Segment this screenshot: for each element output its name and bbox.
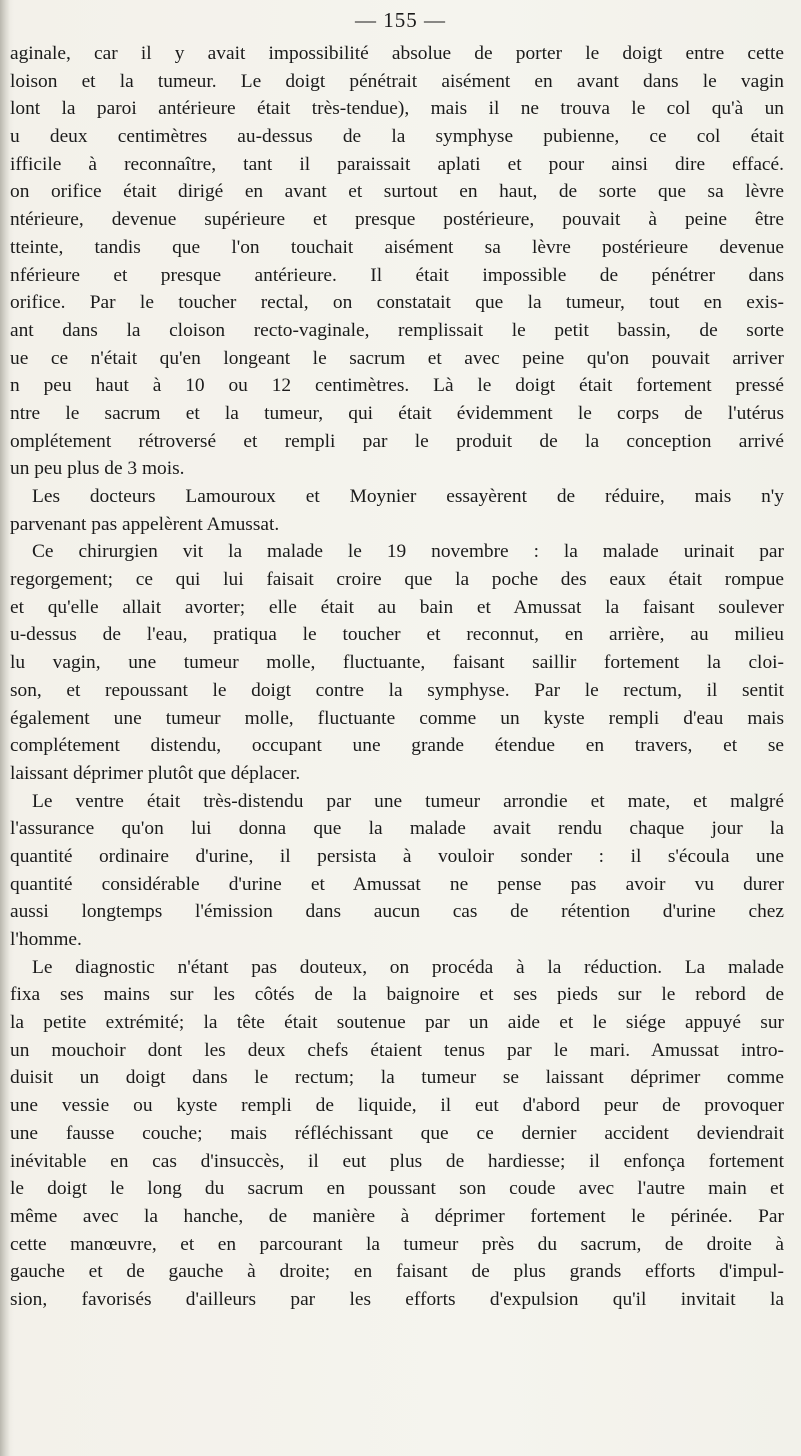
text-line: même avec la hanche, de manière à déprimer fortement le périnée. Par [10, 1205, 784, 1227]
text-line: u deux centimètres au-dessus de la symphyse pubienne, ce col était [10, 126, 784, 148]
body-text [10, 40, 784, 1314]
text-line: son, et repoussant le doigt contre la symphyse. Par le rectum, il sentit [10, 679, 784, 701]
text-line: ntre le sacrum et la tumeur, qui était évidemment le corps de l'utérus [10, 402, 784, 424]
text-line: l'homme. [10, 929, 82, 950]
text-line: la petite extrémité; la tête était soutenue par un aide et le siége appuyé sur [10, 1012, 784, 1034]
text-line: u-dessus de l'eau, pratiqua le toucher et reconnut, en arrière, au milieu [10, 624, 784, 646]
text-line: aussi longtemps l'émission dans aucun cas de rétention d'urine chez [10, 901, 784, 923]
text-line: ifficile à reconnaître, tant il paraissait aplati et pour ainsi dire effacé. [10, 153, 784, 175]
text-line: cette manœuvre, et en parcourant la tumeur près du sacrum, de droite à [10, 1233, 784, 1255]
text-line: regorgement; ce qui lui faisait croire que la poche des eaux était rompue [10, 569, 784, 591]
text-line: également une tumeur molle, fluctuante comme un kyste rempli d'eau mais [10, 707, 784, 729]
text-line: ntérieure, devenue supérieure et presque postérieure, pouvait à peine être [10, 209, 784, 231]
text-line: parvenant pas appelèrent Amussat. [10, 513, 280, 535]
text-line: quantité ordinaire d'urine, il persista à vouloir sonder : il s'écoula une [10, 845, 784, 867]
text-line: duisit un doigt dans le rectum; la tumeur se laissant déprimer comme [10, 1067, 784, 1089]
text-line: le doigt le long du sacrum en poussant son coude avec l'autre main et [10, 1178, 784, 1200]
text-line: on orifice était dirigé en avant et surtout en haut, de sorte que sa lèvre [10, 181, 784, 203]
text-line: Ce chirurgien vit la malade le 19 novembre : la malade urinait par [32, 541, 784, 563]
text-line: et qu'elle allait avorter; elle était au bain et Amussat la faisant soulever [10, 596, 784, 618]
text-line: l'assurance qu'on lui donna que la malade avait rendu chaque jour la [10, 818, 784, 840]
page-binding-shadow [0, 0, 10, 1456]
text-line: Le diagnostic n'étant pas douteux, on procéda à la réduction. La malade [32, 956, 784, 978]
text-line: ue ce n'était qu'en longeant le sacrum et avec peine qu'on pouvait arriver [10, 347, 784, 369]
text-line: complétement distendu, occupant une grande étendue en travers, et se [10, 735, 784, 757]
text-line: un peu plus de 3 mois. [10, 458, 185, 480]
text-line: Le ventre était très-distendu par une tumeur arrondie et mate, et malgré [32, 790, 784, 812]
text-line: inévitable en cas d'insuccès, il eut plus de hardiesse; il enfonça fortement [10, 1150, 784, 1172]
text-line: une vessie ou kyste rempli de liquide, il eut d'abord peur de provoquer [10, 1095, 784, 1117]
text-line: ant dans la cloison recto-vaginale, remplissait le petit bassin, de sorte [10, 319, 784, 341]
text-line: laissant déprimer plutôt que déplacer. [10, 762, 301, 784]
text-line: n peu haut à 10 ou 12 centimètres. Là le doigt était fortement pressé [10, 375, 784, 397]
text-line: une fausse couche; mais réfléchissant que ce dernier accident deviendrait [10, 1122, 784, 1144]
text-line: orifice. Par le toucher rectal, on constatait que la tumeur, tout en exis- [10, 292, 784, 314]
text-line: nférieure et presque antérieure. Il était impossible de pénétrer dans [10, 264, 784, 286]
text-line: tteinte, tandis que l'on touchait aisément sa lèvre postérieure devenue [10, 236, 784, 258]
text-line: lu vagin, une tumeur molle, fluctuante, faisant saillir fortement la cloi- [10, 652, 784, 674]
text-line: loison et la tumeur. Le doigt pénétrait aisément en avant dans le vagin [10, 70, 784, 92]
text-line: Les docteurs Lamouroux et Moynier essayèrent de réduire, mais n'y [32, 486, 784, 507]
text-line: sion, favorisés d'ailleurs par les efforts d'expulsion qu'il invitait la [10, 1288, 784, 1310]
text-line: omplétement rétroversé et rempli par le produit de la conception arrivé [10, 430, 784, 452]
text-line: aginale, car il y avait impossibilité absolue de porter le doigt entre cette [10, 43, 784, 64]
text-line: fixa ses mains sur les côtés de la baignoire et ses pieds sur le rebord de [10, 984, 784, 1006]
text-line: lont la paroi antérieure était très-tendue), mais il ne trouva le col qu'à un [10, 98, 784, 120]
text-line: quantité considérable d'urine et Amussat ne pense pas avoir vu durer [10, 873, 784, 895]
text-line: gauche et de gauche à droite; en faisant de plus grands efforts d'impul- [10, 1261, 784, 1283]
page-number: — 155 — [355, 8, 446, 32]
text-line: un mouchoir dont les deux chefs étaient tenus par le mari. Amussat intro- [10, 1039, 784, 1061]
